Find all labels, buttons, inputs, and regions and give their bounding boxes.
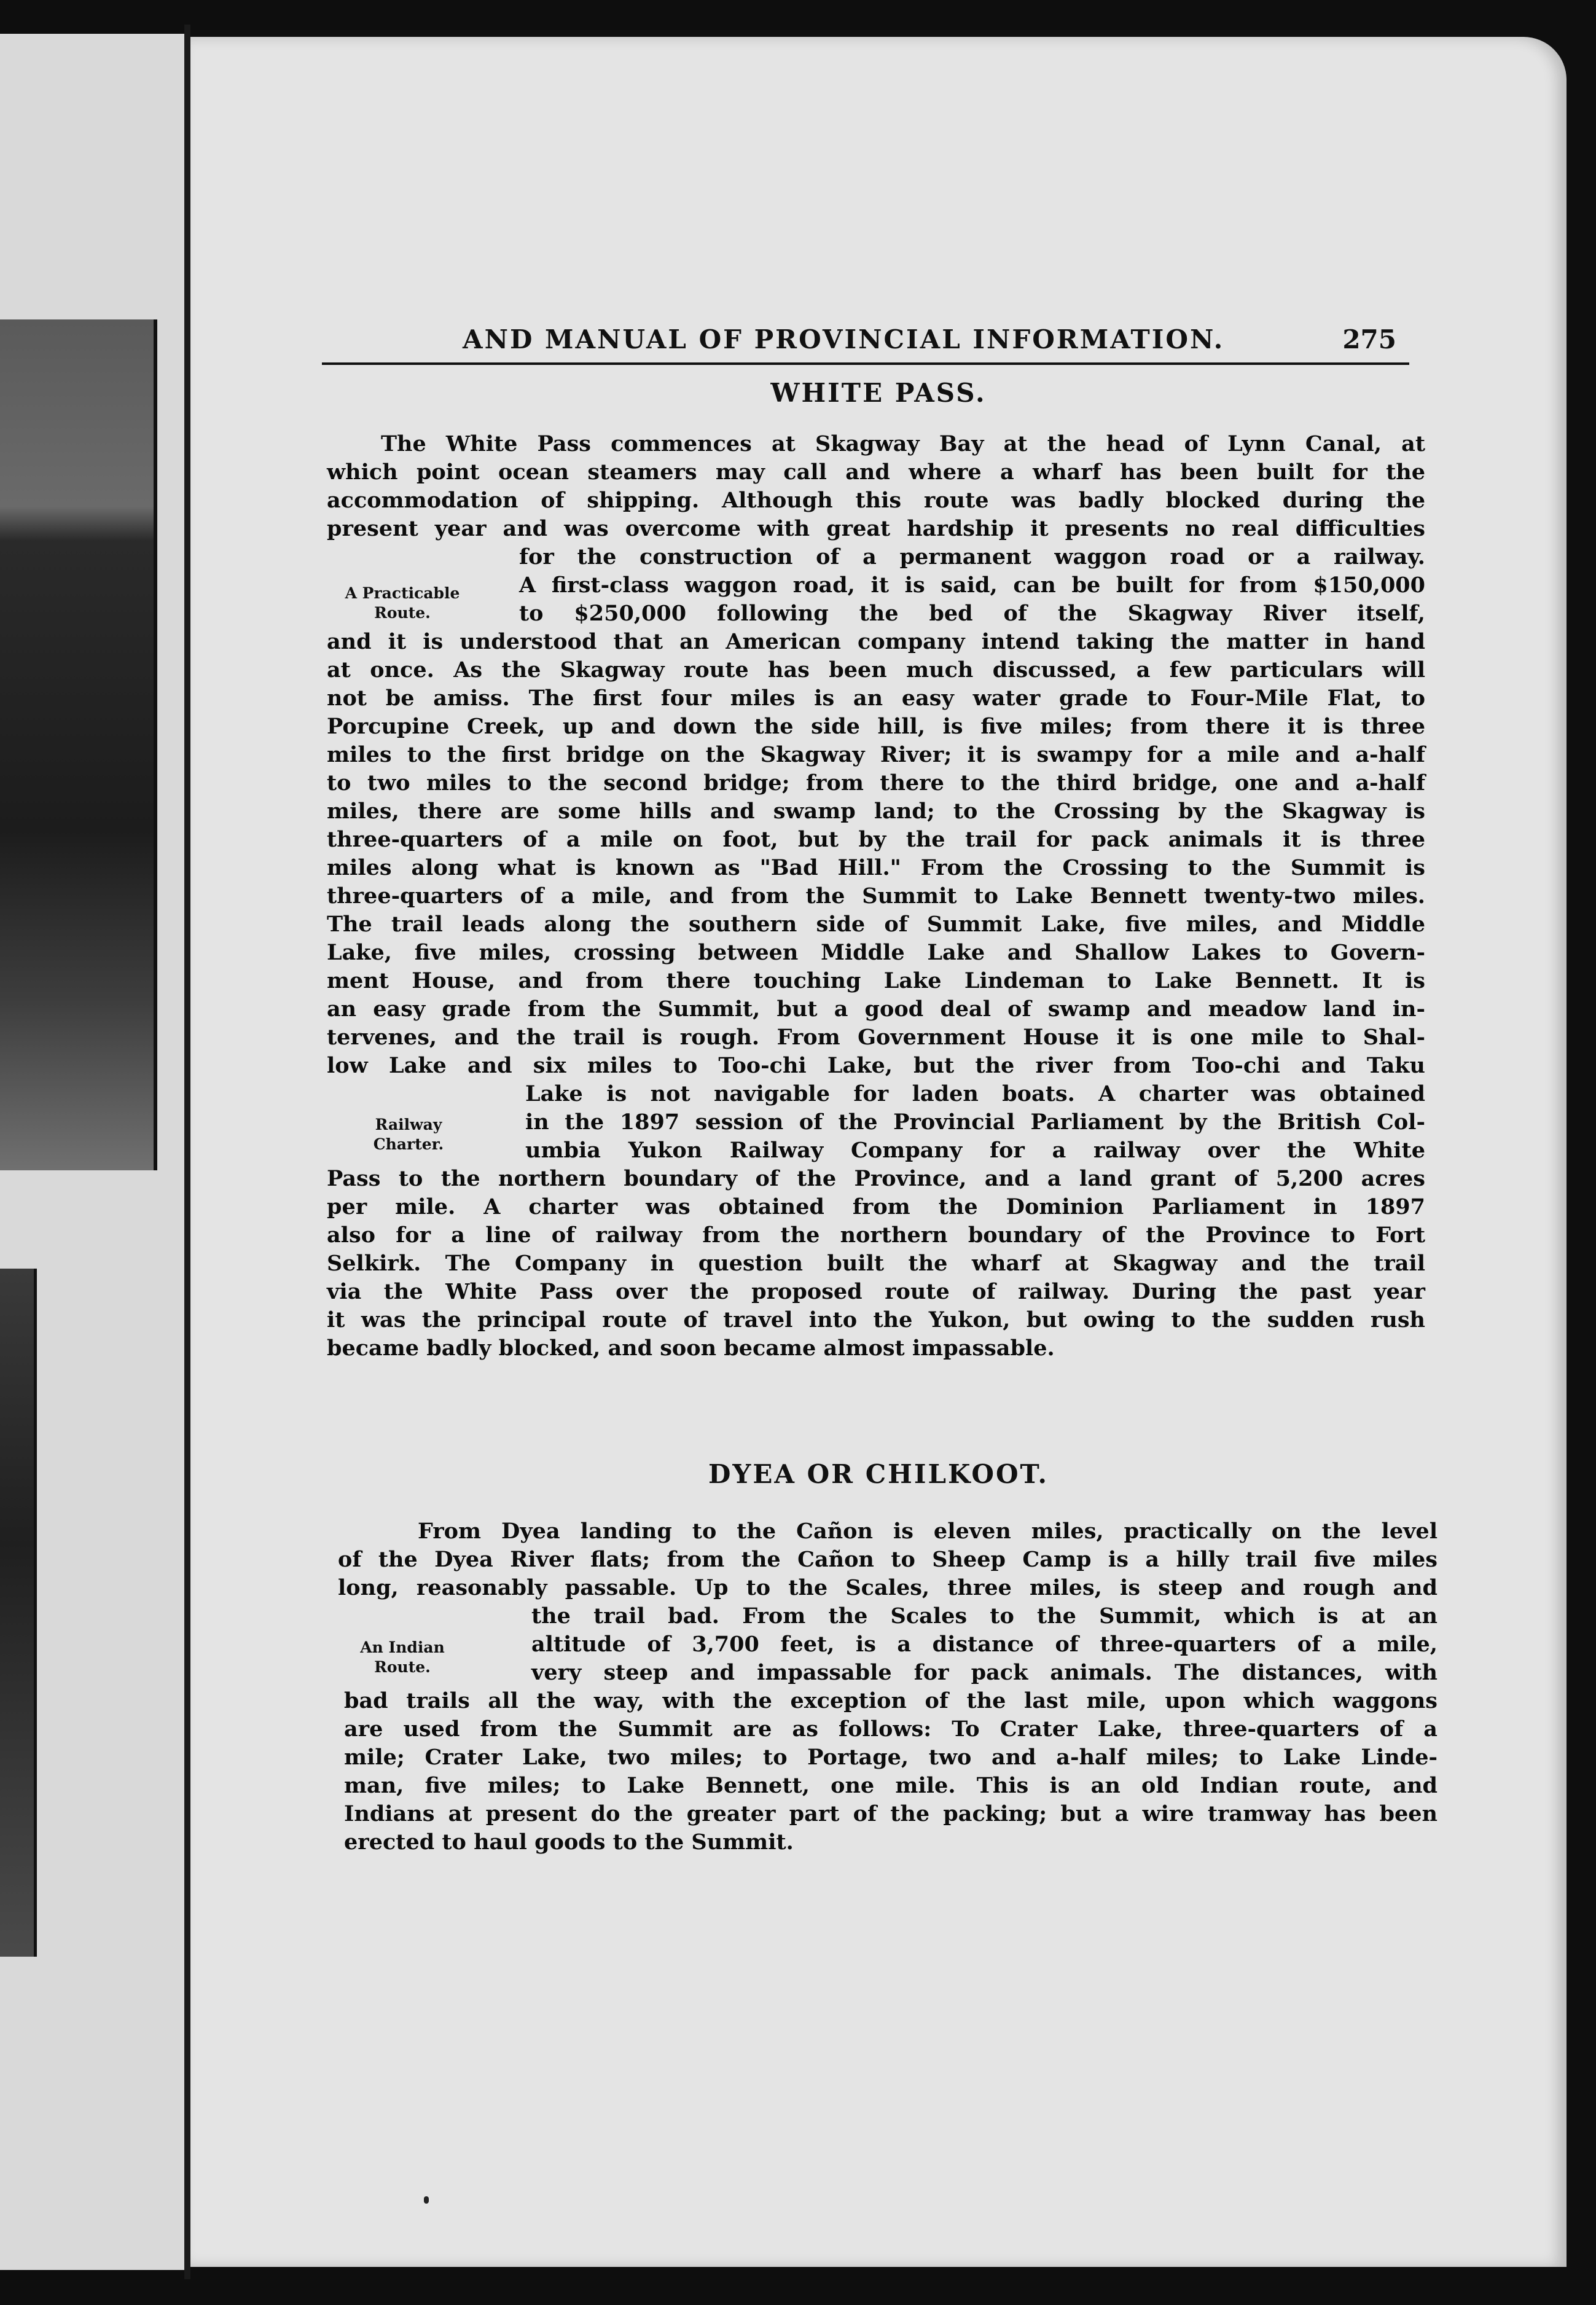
body-line: Pass to the northern boundary of the Province, and a land grant of 5,200 acres <box>327 1166 1425 1191</box>
body-line: for the construction of a permanent waggon road or a railway. <box>519 544 1425 569</box>
body-line: Selkirk. The Company in question built the wharf at Skagway and the trail <box>327 1251 1425 1276</box>
facing-page-photo-upper <box>0 319 157 1170</box>
body-line: accommodation of shipping. Although this route was badly blocked during the <box>327 488 1425 513</box>
book-gutter <box>184 25 190 2279</box>
body-line: man, five miles; to Lake Bennett, one mile. This is an old Indian route, and <box>344 1773 1438 1798</box>
body-line: per mile. A charter was obtained from the Dominion Parliament in 1897 <box>327 1194 1425 1219</box>
facing-page-photo-lower <box>0 1269 37 1957</box>
body-line: erected to haul goods to the Summit. <box>344 1830 794 1855</box>
body-line: and it is understood that an American company intend taking the matter in hand <box>327 629 1425 654</box>
body-line: miles to the first bridge on the Skagway River; it is swampy for a mile and a-half <box>327 742 1425 767</box>
body-line: an easy grade from the Summit, but a good deal of swamp and meadow land in- <box>327 996 1425 1022</box>
body-line: which point ocean steamers may call and where a wharf has been built for the <box>327 460 1425 485</box>
sidenote-railway-charter <box>366 1115 452 1154</box>
body-line: altitude of 3,700 feet, is a distance of three-quarters of a mile, <box>531 1632 1438 1657</box>
sidenote-indian-route <box>353 1638 452 1677</box>
facing-page-fragment <box>0 34 184 2270</box>
body-line: the trail bad. From the Scales to the Summit, which is at an <box>531 1603 1438 1629</box>
body-line: not be amiss. The first four miles is an easy water grade to Four-Mile Flat, to <box>327 686 1425 711</box>
body-line: The White Pass commences at Skagway Bay at the head of Lynn Canal, at <box>381 431 1425 456</box>
body-line: three-quarters of a mile, and from the Summit to Lake Bennett twenty-two miles. <box>327 883 1425 909</box>
body-line: to $250,000 following the bed of the Skagway River itself, <box>519 601 1425 626</box>
body-line: umbia Yukon Railway Company for a railway over the White <box>525 1138 1425 1163</box>
body-line: of the Dyea River flats; from the Cañon to Sheep Camp is a hilly trail five miles <box>338 1547 1438 1572</box>
body-line: Lake, five miles, crossing between Middle Lake and Shallow Lakes to Govern- <box>327 940 1425 965</box>
body-line: at once. As the Skagway route has been much discussed, a few particulars will <box>327 657 1425 683</box>
sidenote-line: An Indian <box>360 1638 445 1656</box>
body-line: A first-class waggon road, it is said, can be built for from $150,000 <box>519 573 1425 598</box>
body-line: three-quarters of a mile on foot, but by the trail for pack animals it is three <box>327 827 1425 852</box>
sidenote-line: Charter. <box>373 1135 444 1153</box>
book-page <box>190 37 1567 2267</box>
page-number: 275 <box>1342 324 1396 354</box>
body-line: long, reasonably passable. Up to the Scales, three miles, is steep and rough and <box>338 1575 1438 1600</box>
body-line: miles, there are some hills and swamp land; to the Crossing by the Skagway is <box>327 799 1425 824</box>
sidenote-line: A Practicable <box>345 584 460 602</box>
body-line: The trail leads along the southern side of Summit Lake, five miles, and Middle <box>327 912 1425 937</box>
print-speck <box>424 2196 429 2204</box>
body-line: ment House, and from there touching Lake Lindeman to Lake Bennett. It is <box>327 968 1425 993</box>
body-line: low Lake and six miles to Too-chi Lake, but the river from Too-chi and Taku <box>327 1053 1425 1078</box>
body-line: tervenes, and the trail is rough. From Government House it is one mile to Shal- <box>327 1025 1425 1050</box>
body-line: miles along what is known as "Bad Hill." From the Crossing to the Summit is <box>327 855 1425 880</box>
body-line: it was the principal route of travel into the Yukon, but owing to the sudden rush <box>327 1307 1425 1333</box>
sidenote-practicable-route <box>341 584 464 623</box>
body-line: Indians at present do the greater part of the packing; but a wire tramway has been <box>344 1801 1438 1826</box>
body-line: very steep and impassable for pack animals. The distances, with <box>531 1660 1438 1685</box>
sidenote-line: Railway <box>375 1116 442 1133</box>
sidenote-line: Route. <box>374 604 431 622</box>
body-line: Lake is not navigable for laden boats. A charter was obtained <box>525 1081 1425 1106</box>
body-line: From Dyea landing to the Cañon is eleven miles, practically on the level <box>418 1519 1438 1544</box>
body-line: to two miles to the second bridge; from there to the third bridge, one and a-half <box>327 770 1425 796</box>
running-head <box>327 324 1409 354</box>
body-line: mile; Crater Lake, two miles; to Portage, two and a-half miles; to Lake Linde- <box>344 1745 1438 1770</box>
running-head-title: AND MANUAL OF PROVINCIAL INFORMATION. <box>463 324 1225 354</box>
body-line: also for a line of railway from the northern boundary of the Province to Fort <box>327 1223 1425 1248</box>
header-rule <box>322 362 1409 365</box>
section-heading-dyea-chilkoot: DYEA OR CHILKOOT. <box>708 1459 1049 1489</box>
body-line: Porcupine Creek, up and down the side hill, is five miles; from there it is three <box>327 714 1425 739</box>
body-line: in the 1897 session of the Provincial Parliament by the British Col- <box>525 1109 1425 1135</box>
sidenote-line: Route. <box>374 1658 431 1676</box>
section-heading-white-pass: WHITE PASS. <box>770 378 987 408</box>
body-line: via the White Pass over the proposed route of railway. During the past year <box>327 1279 1425 1304</box>
body-line: became badly blocked, and soon became almost impassable. <box>327 1336 1055 1361</box>
body-line: bad trails all the way, with the exception of the last mile, upon which waggons <box>344 1688 1438 1713</box>
body-line: present year and was overcome with great hardship it presents no real difficulties <box>327 516 1425 541</box>
body-line: are used from the Summit are as follows: To Crater Lake, three-quarters of a <box>344 1716 1438 1742</box>
